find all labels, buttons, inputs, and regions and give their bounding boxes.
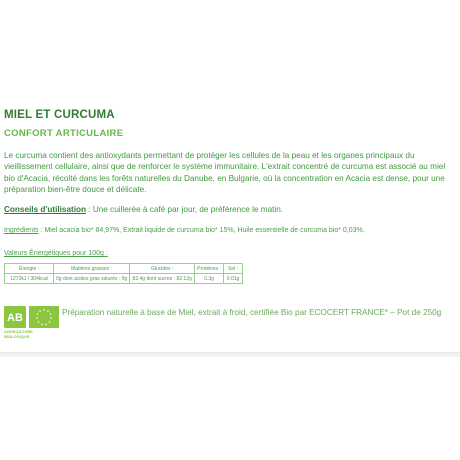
usage-advice-text: : Une cuillerée à café par jour, de préférence le matin. bbox=[86, 205, 284, 214]
usage-advice-label: Conseils d'utilisation bbox=[4, 205, 87, 214]
ingredients-text: : Miel acacia bio* 84,97%, Extrait liquide de curcuma bio* 15%, Huile essentielle de curcuma bio* 0,03%. bbox=[38, 227, 365, 234]
value-salt: 0.01g bbox=[224, 274, 243, 284]
product-description: Le curcuma contient des antioxydants permettant de protéger les cellules de la peau et les organes principaux du vieillissement cellulaire, ainsi que de renforcer le système immunitaire. L'extrait concentré de curcuma est associé au miel bio d'Acacia, récolté dans les forêts naturelles du Danube, en Bulgarie, où la concentration en Acacia est dense, pour une préparation bien-être douce et délicate. bbox=[4, 151, 446, 195]
header-protein: Protéines : bbox=[195, 264, 224, 274]
header-energy: Énergie : bbox=[5, 264, 54, 274]
product-title: MIEL ET CURCUMA bbox=[4, 109, 115, 121]
value-energy: 1272kJ / 304kcal bbox=[5, 274, 54, 284]
ingredients bbox=[4, 227, 456, 234]
nutrition-value-row bbox=[5, 274, 243, 284]
ab-logo-caption: AGRICULTURE BIOLOGIQUE bbox=[4, 329, 33, 339]
value-carbs: 82.4g dont sucres : 82.12g bbox=[130, 274, 195, 284]
ab-logo-text: AB bbox=[7, 312, 23, 324]
value-fat: 0g dont acides gras saturés : 0g bbox=[54, 274, 130, 284]
ab-organic-logo bbox=[4, 306, 26, 328]
nutrition-table bbox=[4, 263, 243, 284]
usage-advice bbox=[4, 205, 456, 214]
nutrition-header-row bbox=[5, 264, 243, 274]
section-divider bbox=[0, 352, 460, 357]
value-protein: 0.3g bbox=[195, 274, 224, 284]
header-fat: Matières grasses : bbox=[54, 264, 130, 274]
preparation-note: Préparation naturelle à base de Miel, extrait à froid, certifiée Bio par ECOCERT FRANCE* – Pot de 250g bbox=[62, 308, 442, 317]
header-salt: Sel : bbox=[224, 264, 243, 274]
eu-organic-leaf-icon bbox=[29, 306, 59, 328]
ingredients-label: Ingrédients bbox=[4, 227, 39, 234]
header-carbs: Glucides : bbox=[130, 264, 195, 274]
nutrition-title: Valeurs Énergétiques pour 100g : bbox=[4, 250, 108, 257]
product-subtitle: CONFORT ARTICULAIRE bbox=[4, 128, 124, 139]
